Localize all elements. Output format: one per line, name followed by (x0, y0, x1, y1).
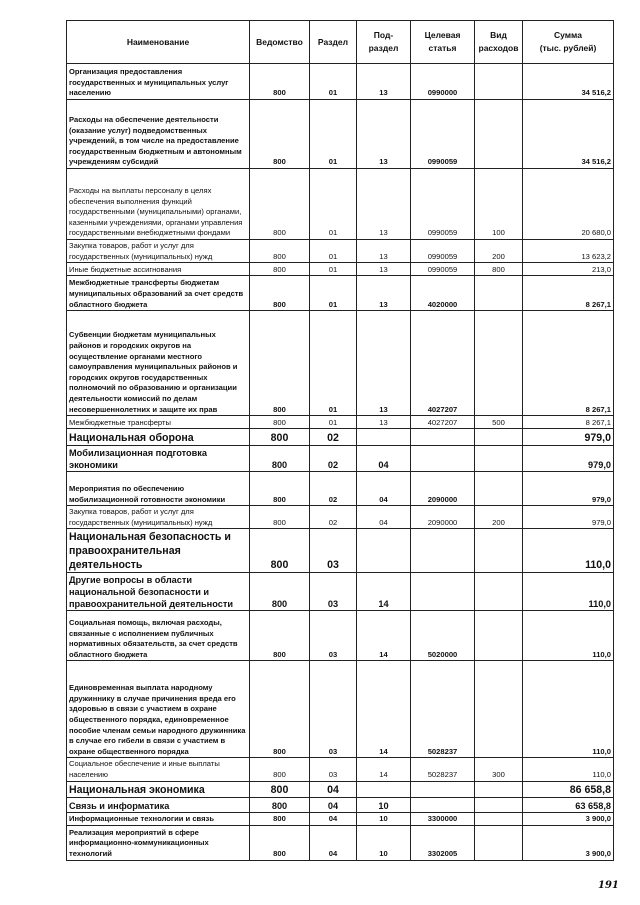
cell-name: Национальная безопасность и правоохранительная деятельность (67, 529, 250, 573)
table-row (67, 276, 614, 311)
cell-podrazdel: 04 (357, 506, 411, 529)
cell-razdel: 04 (310, 825, 357, 860)
cell-cel (411, 429, 475, 446)
cell-cel: 4027207 (411, 416, 475, 429)
cell-name: Субвенции бюджетам муниципальных районов и городских округов на осуществление органами местного самоуправления муниципальных районов и городских округов государственных полномочий по образованию и организации деятельности комиссий по делам несовершеннолетних и защите их прав (67, 311, 250, 416)
cell-razdel: 02 (310, 506, 357, 529)
cell-ved: 800 (250, 100, 310, 169)
cell-razdel: 01 (310, 416, 357, 429)
cell-sum: 13 623,2 (523, 240, 614, 263)
cell-name: Закупка товаров, работ и услуг для государственных (муниципальных) нужд (67, 240, 250, 263)
cell-razdel: 01 (310, 276, 357, 311)
cell-cel (411, 573, 475, 611)
header-razdel: Раздел (310, 21, 357, 64)
cell-vid (475, 781, 523, 797)
cell-podrazdel: 14 (357, 573, 411, 611)
table-row (67, 529, 614, 573)
cell-ved: 800 (250, 758, 310, 781)
cell-cel: 4020000 (411, 276, 475, 311)
cell-name: Закупка товаров, работ и услуг для государственных (муниципальных) нужд (67, 506, 250, 529)
table-row (67, 758, 614, 781)
cell-cel: 4027207 (411, 311, 475, 416)
cell-podrazdel: 13 (357, 311, 411, 416)
cell-cel: 0990059 (411, 100, 475, 169)
cell-ved: 800 (250, 446, 310, 472)
cell-razdel: 01 (310, 169, 357, 240)
cell-vid: 800 (475, 263, 523, 276)
cell-name: Информационные технологии и связь (67, 812, 250, 825)
table-row (67, 506, 614, 529)
cell-vid (475, 661, 523, 758)
table-row (67, 169, 614, 240)
cell-name: Иные бюджетные ассигнования (67, 263, 250, 276)
cell-sum: 110,0 (523, 611, 614, 661)
header-ved: Ведомство (250, 21, 310, 64)
table-row (67, 263, 614, 276)
cell-vid: 500 (475, 416, 523, 429)
cell-ved: 800 (250, 529, 310, 573)
budget-table (66, 20, 614, 861)
cell-vid (475, 529, 523, 573)
cell-sum: 213,0 (523, 263, 614, 276)
cell-sum: 3 900,0 (523, 812, 614, 825)
cell-sum: 110,0 (523, 573, 614, 611)
cell-vid (475, 446, 523, 472)
page-number: 191 (598, 880, 619, 891)
cell-cel: 3302005 (411, 825, 475, 860)
cell-vid (475, 472, 523, 506)
cell-sum: 979,0 (523, 446, 614, 472)
cell-podrazdel: 04 (357, 446, 411, 472)
cell-vid: 100 (475, 169, 523, 240)
header-row (67, 21, 614, 64)
cell-podrazdel: 14 (357, 611, 411, 661)
cell-name: Расходы на выплаты персоналу в целях обеспечения выполнения функций государственными (муниципальными) органами, казенными учреждениями, органами управления государственными внебюджетными фондами (67, 169, 250, 240)
cell-cel (411, 446, 475, 472)
cell-vid (475, 64, 523, 100)
cell-vid (475, 825, 523, 860)
cell-ved: 800 (250, 276, 310, 311)
cell-razdel: 04 (310, 781, 357, 797)
header-name: Наименование (67, 21, 250, 64)
cell-cel: 2090000 (411, 472, 475, 506)
cell-podrazdel: 13 (357, 100, 411, 169)
cell-name: Реализация мероприятий в сфере информационно-коммуникационных технологий (67, 825, 250, 860)
cell-cel: 3300000 (411, 812, 475, 825)
cell-vid: 300 (475, 758, 523, 781)
cell-razdel: 03 (310, 611, 357, 661)
cell-cel: 5020000 (411, 611, 475, 661)
cell-vid (475, 797, 523, 812)
cell-razdel: 01 (310, 240, 357, 263)
cell-sum: 8 267,1 (523, 416, 614, 429)
table-row (67, 64, 614, 100)
cell-ved: 800 (250, 429, 310, 446)
cell-name: Национальная оборона (67, 429, 250, 446)
cell-podrazdel: 13 (357, 169, 411, 240)
cell-podrazdel: 10 (357, 825, 411, 860)
cell-name: Межбюджетные трансферты (67, 416, 250, 429)
table-row (67, 573, 614, 611)
cell-cel (411, 797, 475, 812)
cell-sum: 110,0 (523, 661, 614, 758)
cell-ved: 800 (250, 240, 310, 263)
cell-podrazdel (357, 529, 411, 573)
cell-sum: 110,0 (523, 758, 614, 781)
cell-sum: 8 267,1 (523, 311, 614, 416)
cell-sum: 34 516,2 (523, 64, 614, 100)
cell-name: Мероприятия по обеспечению мобилизационной готовности экономики (67, 472, 250, 506)
table-row (67, 100, 614, 169)
cell-ved: 800 (250, 416, 310, 429)
cell-sum: 110,0 (523, 529, 614, 573)
cell-name: Связь и информатика (67, 797, 250, 812)
cell-razdel: 04 (310, 812, 357, 825)
table-row (67, 240, 614, 263)
cell-ved: 800 (250, 812, 310, 825)
cell-vid (475, 812, 523, 825)
header-sum: Сумма (тыс. рублей) (523, 21, 614, 64)
cell-ved: 800 (250, 573, 310, 611)
cell-name: Организация предоставления государственных и муниципальных услуг населению (67, 64, 250, 100)
cell-ved: 800 (250, 169, 310, 240)
cell-ved: 800 (250, 472, 310, 506)
cell-cel: 0990059 (411, 263, 475, 276)
cell-razdel: 02 (310, 446, 357, 472)
cell-podrazdel: 14 (357, 758, 411, 781)
cell-vid (475, 100, 523, 169)
cell-ved: 800 (250, 506, 310, 529)
table-row (67, 825, 614, 860)
table-row (67, 797, 614, 812)
cell-podrazdel: 13 (357, 64, 411, 100)
cell-name: Социальное обеспечение и иные выплаты населению (67, 758, 250, 781)
cell-name: Единовременная выплата народному дружиннику в случае причинения вреда его здоровью в связи с участием в охране общественного порядка, единовременное пособие членам семьи народного дружинника в случае его гибели в связи с участием в охране общественного порядка (67, 661, 250, 758)
cell-cel: 0990000 (411, 64, 475, 100)
cell-podrazdel: 04 (357, 472, 411, 506)
cell-podrazdel: 13 (357, 416, 411, 429)
cell-podrazdel: 13 (357, 240, 411, 263)
cell-cel: 0990059 (411, 169, 475, 240)
cell-vid (475, 276, 523, 311)
header-podrazdel: Под- раздел (357, 21, 411, 64)
cell-name: Мобилизационная подготовка экономики (67, 446, 250, 472)
table-row (67, 446, 614, 472)
cell-sum: 979,0 (523, 472, 614, 506)
cell-sum: 34 516,2 (523, 100, 614, 169)
table-row (67, 661, 614, 758)
cell-ved: 800 (250, 825, 310, 860)
cell-sum: 86 658,8 (523, 781, 614, 797)
cell-sum: 979,0 (523, 506, 614, 529)
cell-vid: 200 (475, 506, 523, 529)
table-row (67, 416, 614, 429)
cell-vid: 200 (475, 240, 523, 263)
cell-cel (411, 781, 475, 797)
cell-razdel: 04 (310, 797, 357, 812)
cell-razdel: 01 (310, 100, 357, 169)
cell-vid (475, 429, 523, 446)
cell-razdel: 01 (310, 263, 357, 276)
cell-sum: 20 680,0 (523, 169, 614, 240)
cell-podrazdel: 13 (357, 263, 411, 276)
cell-sum: 63 658,8 (523, 797, 614, 812)
cell-vid (475, 311, 523, 416)
cell-name: Социальная помощь, включая расходы, связанные с исполнением публичных нормативных обязательств, за счет средств областного бюджета (67, 611, 250, 661)
cell-ved: 800 (250, 64, 310, 100)
cell-podrazdel: 14 (357, 661, 411, 758)
cell-sum: 8 267,1 (523, 276, 614, 311)
cell-vid (475, 611, 523, 661)
table-row (67, 611, 614, 661)
table-row (67, 472, 614, 506)
cell-sum: 3 900,0 (523, 825, 614, 860)
table-row (67, 812, 614, 825)
cell-ved: 800 (250, 311, 310, 416)
cell-sum: 979,0 (523, 429, 614, 446)
cell-podrazdel (357, 781, 411, 797)
cell-cel: 0990059 (411, 240, 475, 263)
cell-ved: 800 (250, 797, 310, 812)
cell-name: Другие вопросы в области национальной безопасности и правоохранительной деятельности (67, 573, 250, 611)
cell-ved: 800 (250, 263, 310, 276)
cell-name: Национальная экономика (67, 781, 250, 797)
cell-razdel: 03 (310, 661, 357, 758)
cell-podrazdel (357, 429, 411, 446)
cell-podrazdel: 10 (357, 812, 411, 825)
cell-ved: 800 (250, 781, 310, 797)
cell-name: Расходы на обеспечение деятельности (оказание услуг) подведомственных учреждений, в том числе на предоставление государственным бюджетным и автономным учреждениям субсидий (67, 100, 250, 169)
cell-podrazdel: 13 (357, 276, 411, 311)
table-row (67, 781, 614, 797)
cell-cel: 2090000 (411, 506, 475, 529)
cell-razdel: 01 (310, 64, 357, 100)
cell-razdel: 02 (310, 429, 357, 446)
cell-razdel: 03 (310, 573, 357, 611)
cell-name: Межбюджетные трансферты бюджетам муниципальных образований за счет средств областного бюджета (67, 276, 250, 311)
cell-cel: 5028237 (411, 661, 475, 758)
header-cel: Целевая статья (411, 21, 475, 64)
cell-razdel: 03 (310, 529, 357, 573)
cell-ved: 800 (250, 611, 310, 661)
header-vid: Вид расходов (475, 21, 523, 64)
cell-cel: 5028237 (411, 758, 475, 781)
cell-razdel: 01 (310, 311, 357, 416)
cell-razdel: 03 (310, 758, 357, 781)
cell-ved: 800 (250, 661, 310, 758)
cell-podrazdel: 10 (357, 797, 411, 812)
cell-cel (411, 529, 475, 573)
cell-razdel: 02 (310, 472, 357, 506)
cell-vid (475, 573, 523, 611)
table-row (67, 311, 614, 416)
table-row (67, 429, 614, 446)
